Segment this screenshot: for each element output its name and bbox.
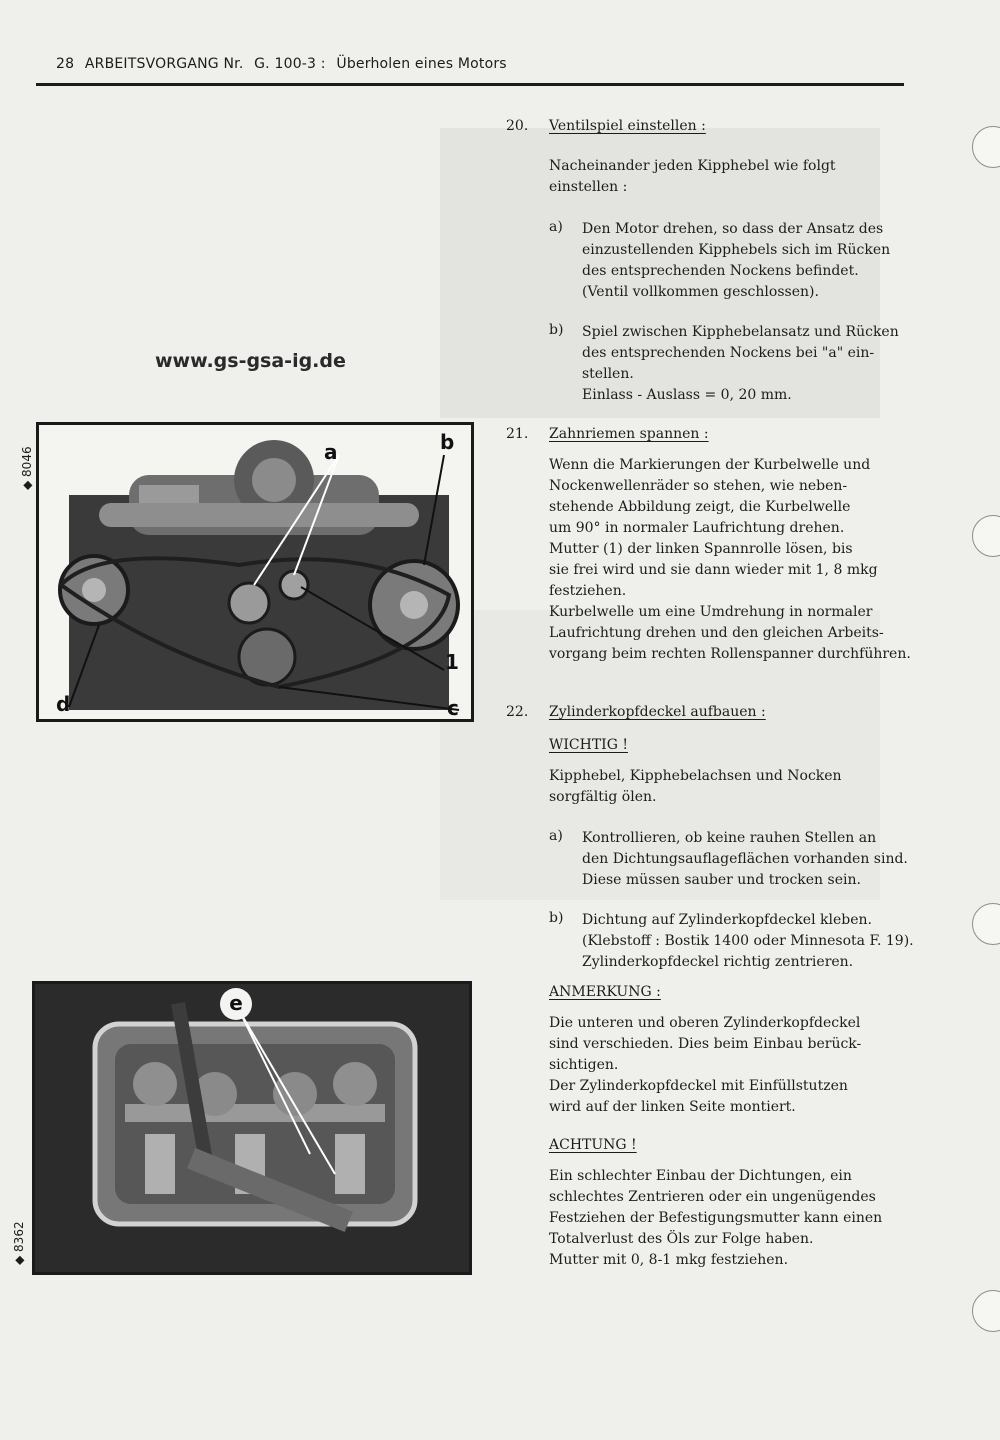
- header-subject: Überholen eines Motors: [336, 56, 507, 72]
- section-22-item-a-letter: a): [549, 828, 563, 844]
- section-22-number: 22.: [506, 704, 529, 720]
- section-22-item-b-text: Dichtung auf Zylinderkopfdeckel kleben. (Klebstoff : Bostik 1400 oder Minnesota F. 19). Zylinderkopfdeckel richtig zentrieren.: [582, 912, 914, 970]
- punch-hole: [972, 1290, 1000, 1332]
- section-20-item-b-text: Spiel zwischen Kipphebelansatz und Rücken des entsprechenden Nockens bei "a" ein- stellen. Einlass - Auslass = 0, 20 mm.: [582, 324, 899, 403]
- section-20-item-a-letter: a): [549, 219, 563, 235]
- section-22-item-b-letter: b): [549, 910, 564, 926]
- achtung-label: ACHTUNG !: [549, 1137, 637, 1153]
- callout-e: e: [220, 988, 252, 1020]
- page-header: [56, 56, 513, 72]
- figure-number: ◆ 8046: [20, 446, 34, 490]
- section-21-body: Wenn die Markierungen der Kurbelwelle und Nockenwellenräder so stehen, wie neben- stehende Abbildung zeigt, die Kurbelwelle um 90° in normaler Laufrichtung drehen. Mutter (1) der linken Spannrolle lösen, bis sie frei wird und sie dann wieder mit 1, 8 mkg festziehen. Kurbelwelle um eine Umdrehung in normaler Laufrichtung drehen und den gleichen Arbeits- vorgang beim rechten Rollenspanner durchführen.: [549, 457, 911, 662]
- engine-timing-belt-photo: [36, 422, 474, 722]
- page-number: 28: [56, 56, 75, 72]
- section-21-title: Zahnriemen spannen :: [549, 426, 709, 442]
- callout-b: b: [440, 430, 455, 454]
- punch-hole: [972, 515, 1000, 557]
- section-22-title: Zylinderkopfdeckel aufbauen :: [549, 704, 766, 720]
- wichtig-text: Kipphebel, Kipphebelachsen und Nocken sorgfältig ölen.: [549, 768, 842, 805]
- header-code: G. 100-3 :: [254, 56, 326, 72]
- section-20-item-a-text: Den Motor drehen, so dass der Ansatz des einzustellenden Kipphebels sich im Rücken des entsprechenden Nockens befindet. (Ventil vollkommen geschlossen).: [582, 221, 891, 300]
- callout-a: a: [324, 440, 338, 464]
- achtung-text: Ein schlechter Einbau der Dichtungen, ein schlechtes Zentrieren oder ein ungenügendes Festziehen der Befestigungsmutter kann einen Totalverlust des Öls zur Folge haben. Mutter mit 0, 8-1 mkg festziehen.: [549, 1168, 883, 1268]
- callout-c: c: [447, 696, 459, 720]
- wichtig-label: WICHTIG !: [549, 737, 628, 753]
- section-22-item-a-text: Kontrollieren, ob keine rauhen Stellen an den Dichtungsauflageflächen vorhanden sind. Diese müssen sauber und trocken sein.: [582, 830, 908, 888]
- engine-illustration: [39, 425, 471, 719]
- callout-d: d: [56, 692, 71, 716]
- section-21-number: 21.: [506, 426, 529, 442]
- section-20-title: Ventilspiel einstellen :: [549, 118, 706, 134]
- section-20-intro: Nacheinander jeden Kipphebel wie folgt einstellen :: [549, 158, 836, 195]
- header-rule: [36, 83, 904, 86]
- anmerkung-label: ANMERKUNG :: [549, 984, 661, 1000]
- punch-hole: [972, 126, 1000, 168]
- section-20-number: 20.: [506, 118, 529, 134]
- rocker-illustration: [35, 984, 469, 1272]
- punch-hole: [972, 903, 1000, 945]
- callout-one: 1: [445, 650, 459, 674]
- section-20-item-b-letter: b): [549, 322, 564, 338]
- header-title-prefix: ARBEITSVORGANG Nr.: [84, 56, 244, 72]
- anmerkung-text: Die unteren und oberen Zylinderkopfdeckel sind verschieden. Dies beim Einbau berück- sichtigen. Der Zylinderkopfdeckel mit Einfüllstutzen wird auf der linken Seite montiert.: [549, 1015, 862, 1115]
- watermark-url: www.gs-gsa-ig.de: [155, 350, 346, 372]
- figure-number: ◆ 8362: [12, 1221, 26, 1265]
- rocker-arm-photo: [32, 981, 472, 1275]
